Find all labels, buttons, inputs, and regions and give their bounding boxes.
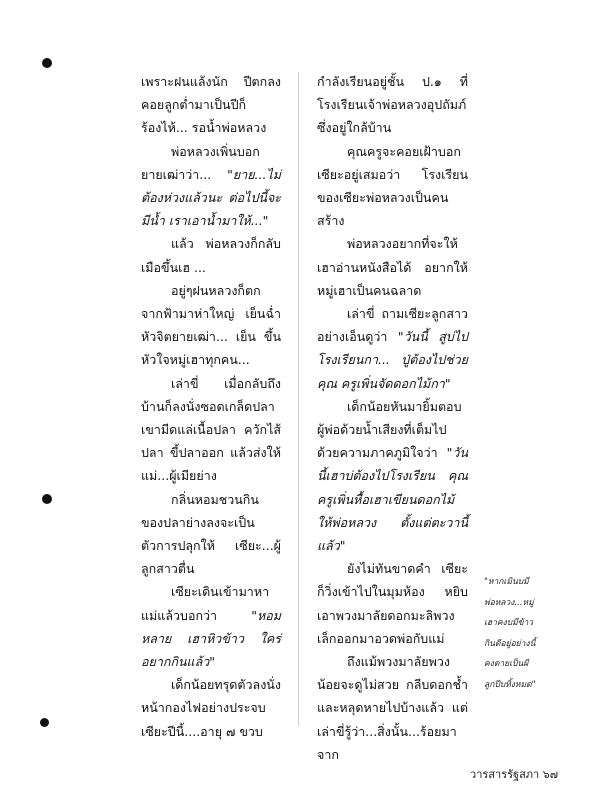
side-note-line: กินดีอยู่อย่างนี้	[484, 638, 536, 649]
journal-name: วารสารรัฐสภา	[470, 768, 540, 781]
paragraph: อยู่ๆฝนหลวงก็ตกจากฟ้ามาห่าใหญ่ เย็นฉ่ำหัวจิตยายเฒ่า... เย็น ขึ้นหัวใจหมู่เฮาทุกคน...	[141, 282, 281, 368]
column-divider	[298, 72, 299, 726]
page-footer	[446, 765, 558, 783]
side-note-line: ลูกปีบทิ้งหมด"	[484, 679, 536, 690]
paragraph: เด็กน้อยทรุดตัวลงนั่งหน้ากองไฟอย่างประจบ เซียะปีนี้....อายุ ๗ ขวบ	[141, 677, 281, 739]
paragraph: ยังไม่ทันขาดคำ เซียะก็วิ่งเข้าไปในมุมห้อง หยิบเอาพวงมาลัยดอกมะลิพวงเล็กออกมาอวดพ่อกับแม่	[317, 561, 468, 646]
paragraph-text: เด็กน้อยหันมายิ้มตอบผู้พ่อด้วยน้ำเสียงที่เต็มไปด้วยความภาคภูมิใจว่า	[317, 398, 462, 461]
paragraph-text: พ่อหลวงเพิ่นบอกยายเฒ่าว่า...	[141, 143, 260, 182]
side-note-line: "หากเมินบมี	[484, 577, 529, 587]
side-note-line: คงตายเป็นผี	[484, 659, 529, 669]
paragraph	[141, 140, 281, 233]
binder-hole	[42, 494, 52, 504]
binder-hole	[40, 718, 49, 727]
margin-side-note	[484, 572, 552, 695]
side-note-line: พ่อหลวง...หมู่	[484, 597, 534, 608]
quoted-speech: "ยาย...ไม่ต้องห่วงแล้วนะ ต่อไปนี้จะมีน้ำ เราเอาน้ำมาให้..."	[141, 166, 281, 229]
paragraph: กำลังเรียนอยู่ชั้น ป.๑ ที่โรงเรียนเจ้าพ่อหลวงอุปถัมภ์ ซึ่งอยู่ใกล้บ้าน	[317, 74, 468, 136]
paragraph	[141, 580, 281, 673]
paragraph: คุณครูจะคอยเฝ้าบอกเซียะอยู่เสมอว่า โรงเรียนของเซียะพ่อหลวงเป็นคนสร้าง	[317, 143, 468, 229]
paragraph: กลิ่นหอมชวนกินของปลาย่างลงจะเป็นตัวการปลุกให้ เซียะ...ผู้ลูกสาวตื่น	[141, 491, 281, 577]
paragraph: ถึงแม้พวงมาลัยพวงน้อยจะดูไม่สวย กลีบดอกช้ำและหลุดหายไปบ้างแล้ว แต่เล่าขี่รู้ว่า...สิ่งนั้น...ร้อยมาจาก	[317, 654, 468, 762]
side-note-line: เฮาคงบมีข้าว	[484, 618, 534, 628]
quoted-speech: "วันนี้ สูบ่ไปโรงเรียนกา... ปู่ต้องไปช่วยคุณ ครูเพิ่นจัดดอกไม้กา"	[317, 329, 468, 391]
paragraph: พ่อหลวงอยากที่จะให้เฮาอ่านหนังสือได้ อยากให้หมู่เฮาเป็นคนฉลาด	[317, 236, 468, 298]
quoted-speech: "วันนี้เฮาบ่ต้องไปโรงเรียน คุณครูเพิ่นหื้อเฮาเขียนดอกไม้ให้พ่อหลวง ตั้งแต่ตะวานี้แล้ว"	[317, 445, 468, 554]
paragraph-text: เล่าขี่ ถามเซียะลูกสาวอย่างเอ็นดูว่า	[317, 306, 468, 345]
paragraph	[317, 395, 468, 557]
paragraph: เพราะฝนแล้งนัก ปีตกลงคอยลูกต่ำมาเป็นปีก็ร้องไห้... รอน้ำพ่อหลวง	[141, 74, 281, 136]
paragraph: เล่าขี่ เมื่อกลับถึงบ้านก็ลงนั่งซอดเกล็ดปลา เขามีดแล่เนื้อปลา ควักไส้ปลา ขี้ปลาออก แล้วส่งให้แม่...ผู้เมียย่าง	[141, 375, 281, 484]
right-text-column	[317, 70, 468, 766]
paragraph-text: เซียะเดินเข้ามาหาแม่แล้วบอกว่า	[141, 584, 270, 623]
page-number: ๖๗	[542, 768, 558, 781]
binder-hole	[42, 58, 52, 68]
paragraph: แล้ว พ่อหลวงก็กลับเมือขึ้นเฮ ...	[141, 236, 281, 275]
paragraph	[317, 302, 468, 395]
quoted-speech: "หอมหลาย เฮาหิวข้าว ใคร่ อยากกินแล้ว"	[141, 607, 281, 670]
left-text-column	[141, 70, 281, 743]
